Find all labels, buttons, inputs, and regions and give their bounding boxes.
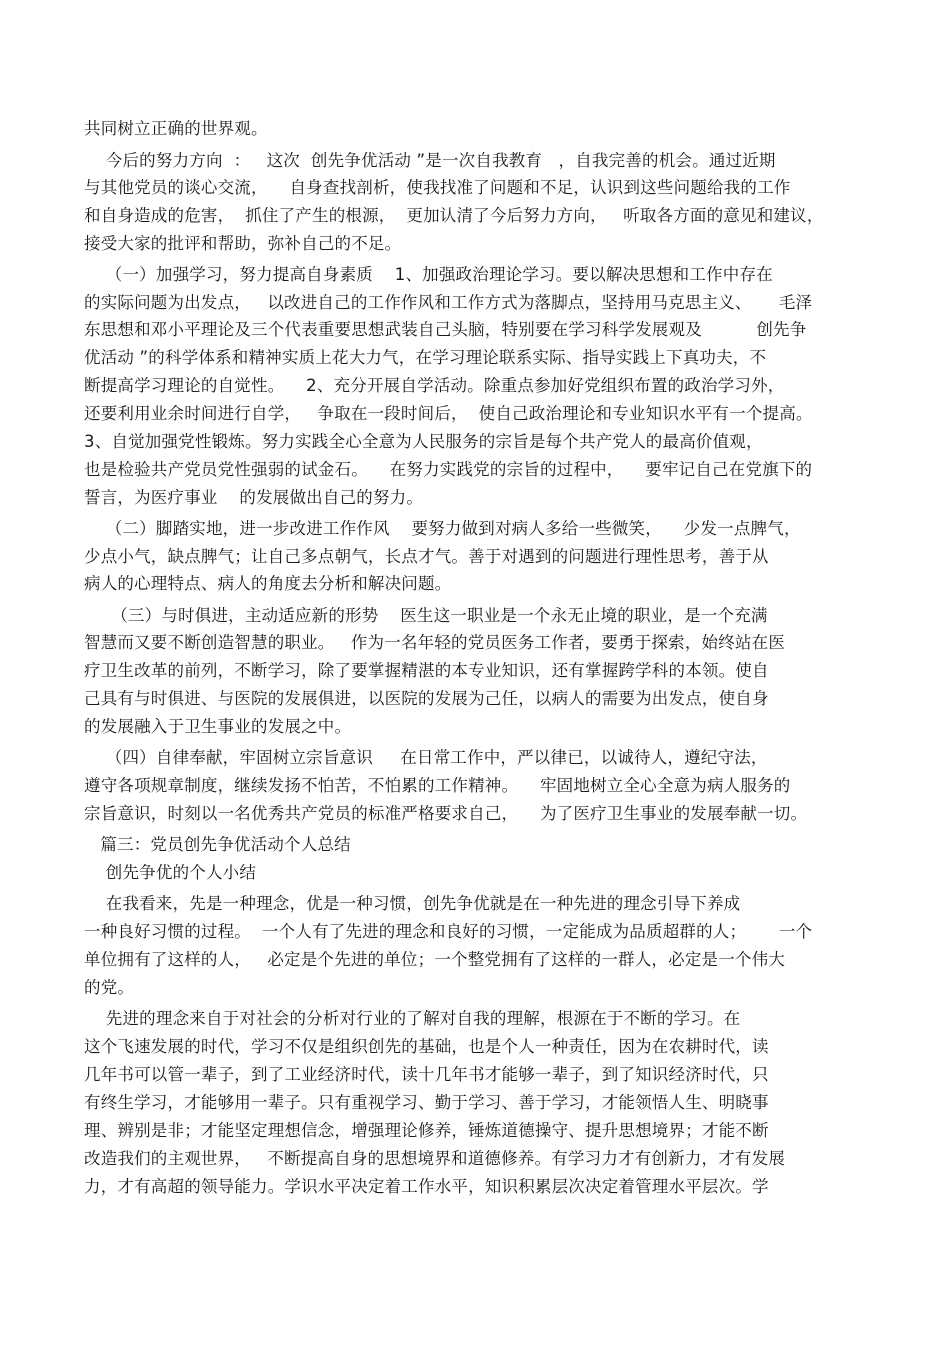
text-line: 先进的理念来自于对社会的分析对行业的了解对自我的理解，根源在于不断的学习。在 [84, 1009, 741, 1028]
text-line: 几年书可以管一辈子，到了工业经济时代，读十几年书才能够一辈子，到了知识经济时代，只 [84, 1065, 769, 1084]
text-line: 今后的努力方向 ： 这次 创先争优活动 ”是一次自我教育 ，自我完善的机会。通过近期 [84, 151, 776, 170]
text-line: （二）脚踏实地，进一步改进工作作风 要努力做到对病人多给一些微笑， 少发一点脾气， [84, 519, 801, 538]
text-line: 宗旨意识，时刻以一名优秀共产党员的标准严格要求自己， 为了医疗卫生事业的发展奉献一切。 [84, 804, 808, 823]
text-line: 在我看来，先是一种理念，优是一种习惯，创先争优就是在一种先进的理念引导下养成 [84, 894, 741, 913]
text-line: 断提高学习理论的自觉性。 2、充分开展自学活动。除重点参加好党组织布置的政治学习外， [84, 376, 785, 395]
text-line: 改造我们的主观世界， 不断提高自身的思想境界和道德修养。有学习力才有创新力，才有发展 [84, 1149, 786, 1168]
text-line: 的发展融入于卫生事业的发展之中。 [84, 717, 352, 736]
text-line: 优活动 ”的科学体系和精神实质上花大力气，在学习理论联系实际、指导实践上下真功夫，不 [84, 348, 767, 367]
text-line: 有终生学习，才能够用一辈子。只有重视学习、勤于学习、善于学习，才能领悟人生、明晓事 [84, 1093, 769, 1112]
text-line: 接受大家的批评和帮助，弥补自己的不足。 [84, 234, 402, 253]
text-line: 还要利用业余时间进行自学， 争取在一段时间后， 使自己政治理论和专业知识水平有一个提高。 [84, 404, 813, 423]
text-line: 少点小气，缺点脾气；让自己多点朝气，长点才气。善于对遇到的问题进行理性思考，善于从 [84, 547, 769, 566]
text-line: 3、自觉加强党性锻炼。努力实践全心全意为人民服务的宗旨是每个共产党人的最高价值观， [84, 432, 763, 451]
text-line: 智慧而又要不断创造智慧的职业。 作为一名年轻的党员医务工作者，要勇于探索，始终站在医 [84, 633, 786, 652]
text-line: 誓言，为医疗事业 的发展做出自己的努力。 [84, 488, 424, 507]
text-line: 理、辨别是非；才能坚定理想信念，增强理论修养，锤炼道德操守、提升思想境界；才能不断 [84, 1121, 769, 1140]
text-line: 己具有与时俱进、与医院的发展俱进，以医院的发展为己任，以病人的需要为出发点，使自身 [84, 689, 769, 708]
section-heading: 篇三：党员创先争优活动个人总结 [84, 835, 351, 854]
text-line: 与其他党员的谈心交流， 自身查找剖析，使我找准了问题和不足，认识到这些问题给我的工作 [84, 178, 791, 197]
text-line: 力，才有高超的领导能力。学识水平决定着工作水平，知识积累层次决定着管理水平层次。学 [84, 1177, 769, 1196]
text-line: 的实际问题为出发点， 以改进自己的工作作风和工作方式为落脚点，坚持用马克思主义、 毛泽 [84, 293, 813, 312]
text-line: 一种良好习惯的过程。 一个人有了先进的理念和良好的习惯，一定能成为品质超群的人； 一个 [84, 922, 813, 941]
text-line: 东思想和邓小平理论及三个代表重要思想武装自己头脑，特别要在学习科学发展观及 创先争 [84, 320, 807, 339]
text-line: （三）与时俱进，主动适应新的形势 医生这一职业是一个永无止境的职业，是一个充满 [84, 606, 768, 625]
text-line: （一）加强学习，努力提高自身素质 1、加强政治理论学习。要以解决思想和工作中存在 [84, 265, 773, 284]
text-line: 共同树立正确的世界观。 [84, 119, 268, 138]
text-line: 的党。 [84, 978, 135, 997]
text-line: 单位拥有了这样的人， 必定是个先进的单位；一个整党拥有了这样的一群人，必定是一个伟大 [84, 950, 786, 969]
section-subheading: 创先争优的个人小结 [84, 863, 257, 882]
text-line: （四）自律奉献，牢固树立宗旨意识 在日常工作中，严以律已，以诚待人，遵纪守法， [84, 748, 768, 767]
text-line: 遵守各项规章制度，继续发扬不怕苦，不怕累的工作精神。 牢固地树立全心全意为病人服务的 [84, 776, 791, 795]
text-line: 疗卫生改革的前列，不断学习，除了要掌握精湛的本专业知识，还有掌握跨学科的本领。使自 [84, 661, 769, 680]
text-line: 和自身造成的危害， 抓住了产生的根源， 更加认清了今后努力方向， 听取各方面的意见和建议， [84, 206, 824, 225]
text-line: 也是检验共产党员党性强弱的试金石。 在努力实践党的宗旨的过程中， 要牢记自己在党旗下的 [84, 460, 813, 479]
text-line: 这个飞速发展的时代，学习不仅是组织创先的基础，也是个人一种责任，因为在农耕时代，读 [84, 1037, 769, 1056]
text-line: 病人的心理特点、病人的角度去分析和解决问题。 [84, 574, 452, 593]
